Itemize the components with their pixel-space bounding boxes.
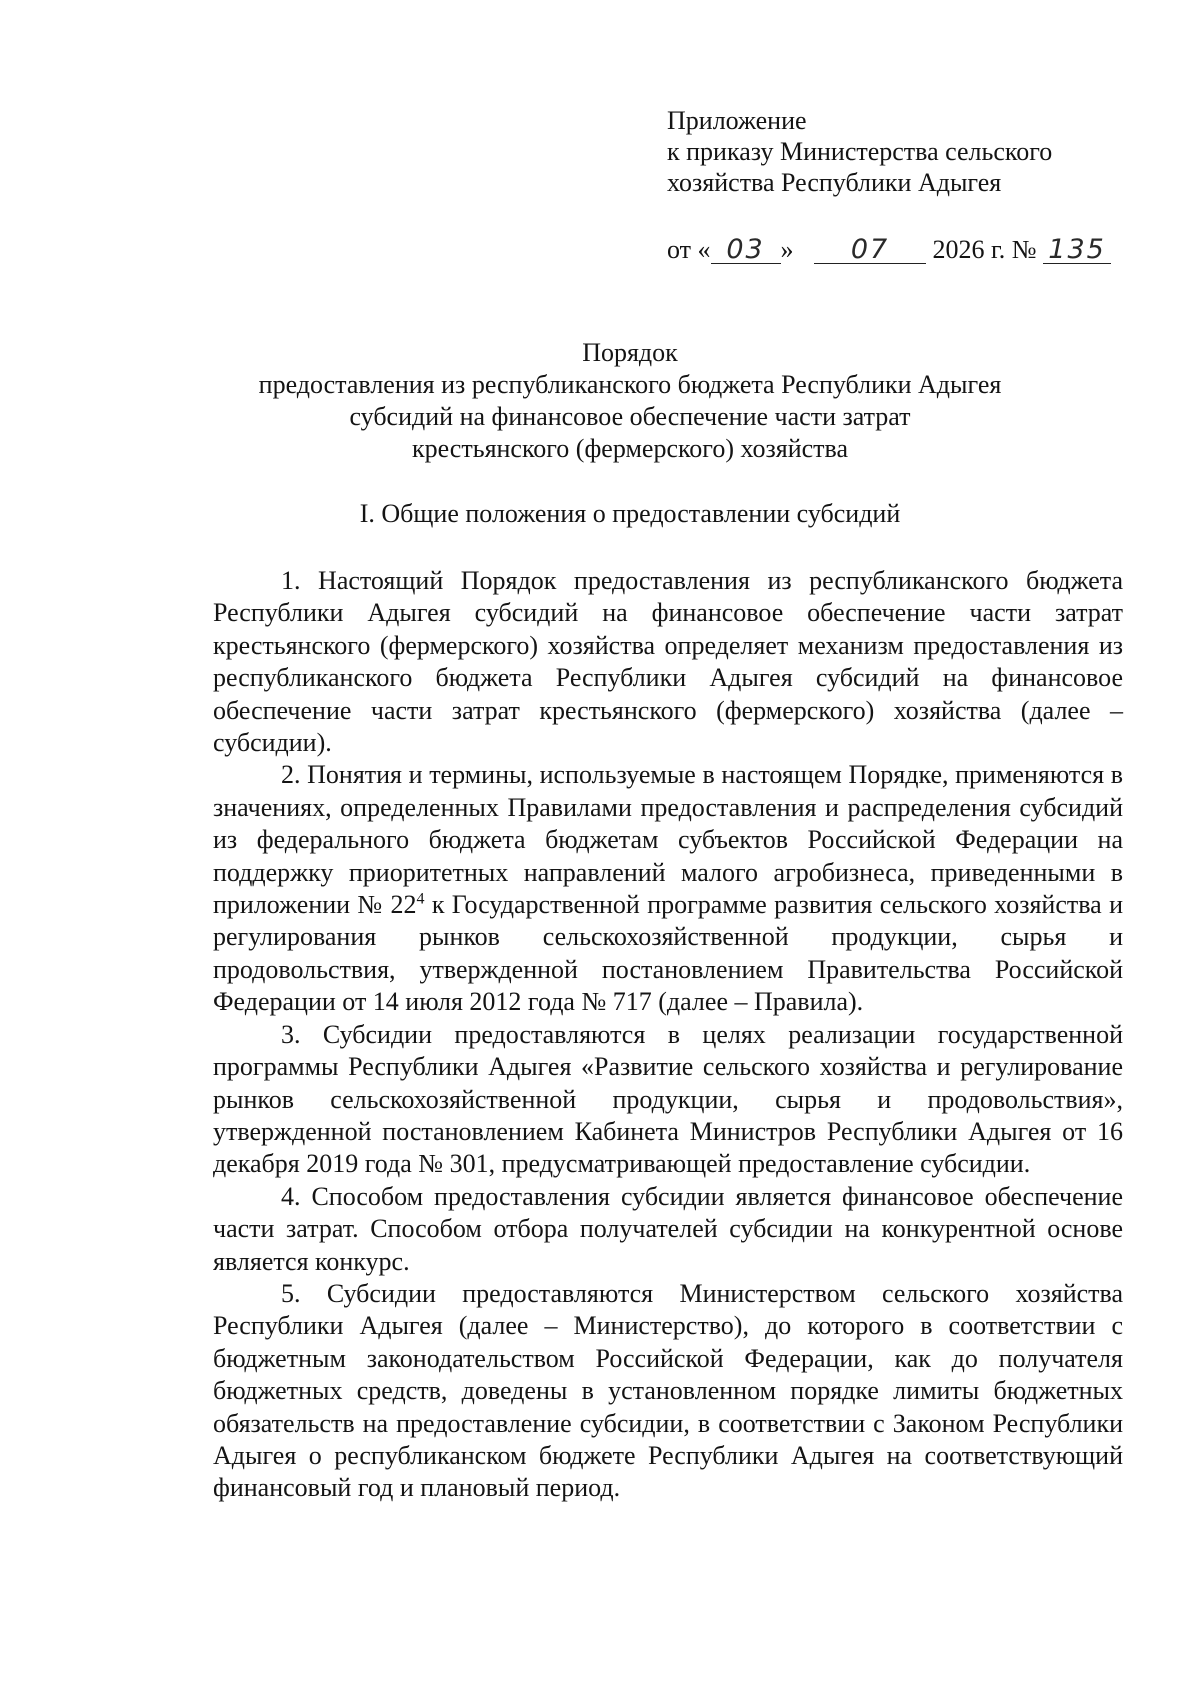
- paragraph-3: 3. Субсидии предоставляются в целях реализации государственной программы Республики Адыгея «Развитие сельского хозяйства и регулирование рынков сельскохозяйственной продукции, сырья и продовольствия», утвержденной постановлением Кабинета Министров Республики Адыгея от 16 декабря 2019 года № 301, предусматривающей предоставление субсидии.: [213, 1019, 1123, 1179]
- section-heading: I. Общие положения о предоставлении субсидий: [359, 499, 901, 528]
- paragraph-2-text-start: 2. Понятия и термины, используемые в настоящем Порядке, применяются в значениях, определенных Правилами предоставления и распределения субсидий из федерального бюджета бюджетам субъектов Российской Федерации на поддержку приоритетных направлений малого агробизнеса, приведенными в приложении № 22: [213, 760, 1123, 920]
- appendix-line-1: Приложение: [667, 106, 807, 135]
- appendix-header: [667, 105, 1052, 198]
- title-line-2: предоставления из республиканского бюджета Республики Адыгея: [258, 370, 1002, 399]
- appendix-line-3: хозяйства Республики Адыгея: [667, 168, 1002, 197]
- paragraph-2-text-end: к Государственной программе развития сельского хозяйства и регулирования рынков сельскохозяйственной продукции, сырья и продовольствия, утвержденной постановлением Правительства Российской Федерации от 14 июля 2012 года № 717 (далее – Правила).: [213, 890, 1123, 1017]
- appendix-line-2: к приказу Министерства сельского: [667, 137, 1053, 166]
- order-day-handwritten: 03: [711, 237, 781, 264]
- order-month-handwritten: 07: [814, 237, 926, 264]
- title-line-1: Порядок: [582, 338, 678, 367]
- order-number-handwritten: 135: [1043, 237, 1111, 264]
- order-close-quote: »: [780, 235, 794, 264]
- paragraph-4: 4. Способом предоставления субсидии является финансовое обеспечение части затрат. Способом отбора получателей субсидии на конкурентной основе является конкурс.: [213, 1181, 1123, 1276]
- order-year-text: 2026 г. №: [932, 235, 1037, 264]
- document-title: [200, 337, 1060, 465]
- order-date-number: [667, 234, 1111, 266]
- paragraph-2-superscript: 4: [416, 890, 425, 908]
- document-body: [213, 565, 1123, 1505]
- title-line-4: крестьянского (фермерского) хозяйства: [411, 434, 849, 463]
- order-prefix: от «: [667, 235, 711, 264]
- title-line-3: субсидий на финансовое обеспечение части затрат: [349, 402, 911, 431]
- paragraph-2: [213, 759, 1123, 1018]
- paragraph-1: 1. Настоящий Порядок предоставления из республиканского бюджета Республики Адыгея субсидий на финансовое обеспечение части затрат крестьянского (фермерского) хозяйства определяет механизм предоставления из республиканского бюджета Республики Адыгея субсидий на финансовое обеспечение части затрат крестьянского (фермерского) хозяйства (далее – субсидии).: [213, 566, 1123, 758]
- paragraph-5: 5. Субсидии предоставляются Министерством сельского хозяйства Республики Адыгея (далее – Министерство), до которого в соответствии с бюджетным законодательством Российской Федерации, как до получателя бюджетных средств, доведены в установленном порядке лимиты бюджетных обязательств на предоставление субсидии, в соответствии с Законом Республики Адыгея о республиканском бюджете Республики Адыгея на соответствующий финансовый год и плановый период.: [213, 1278, 1123, 1503]
